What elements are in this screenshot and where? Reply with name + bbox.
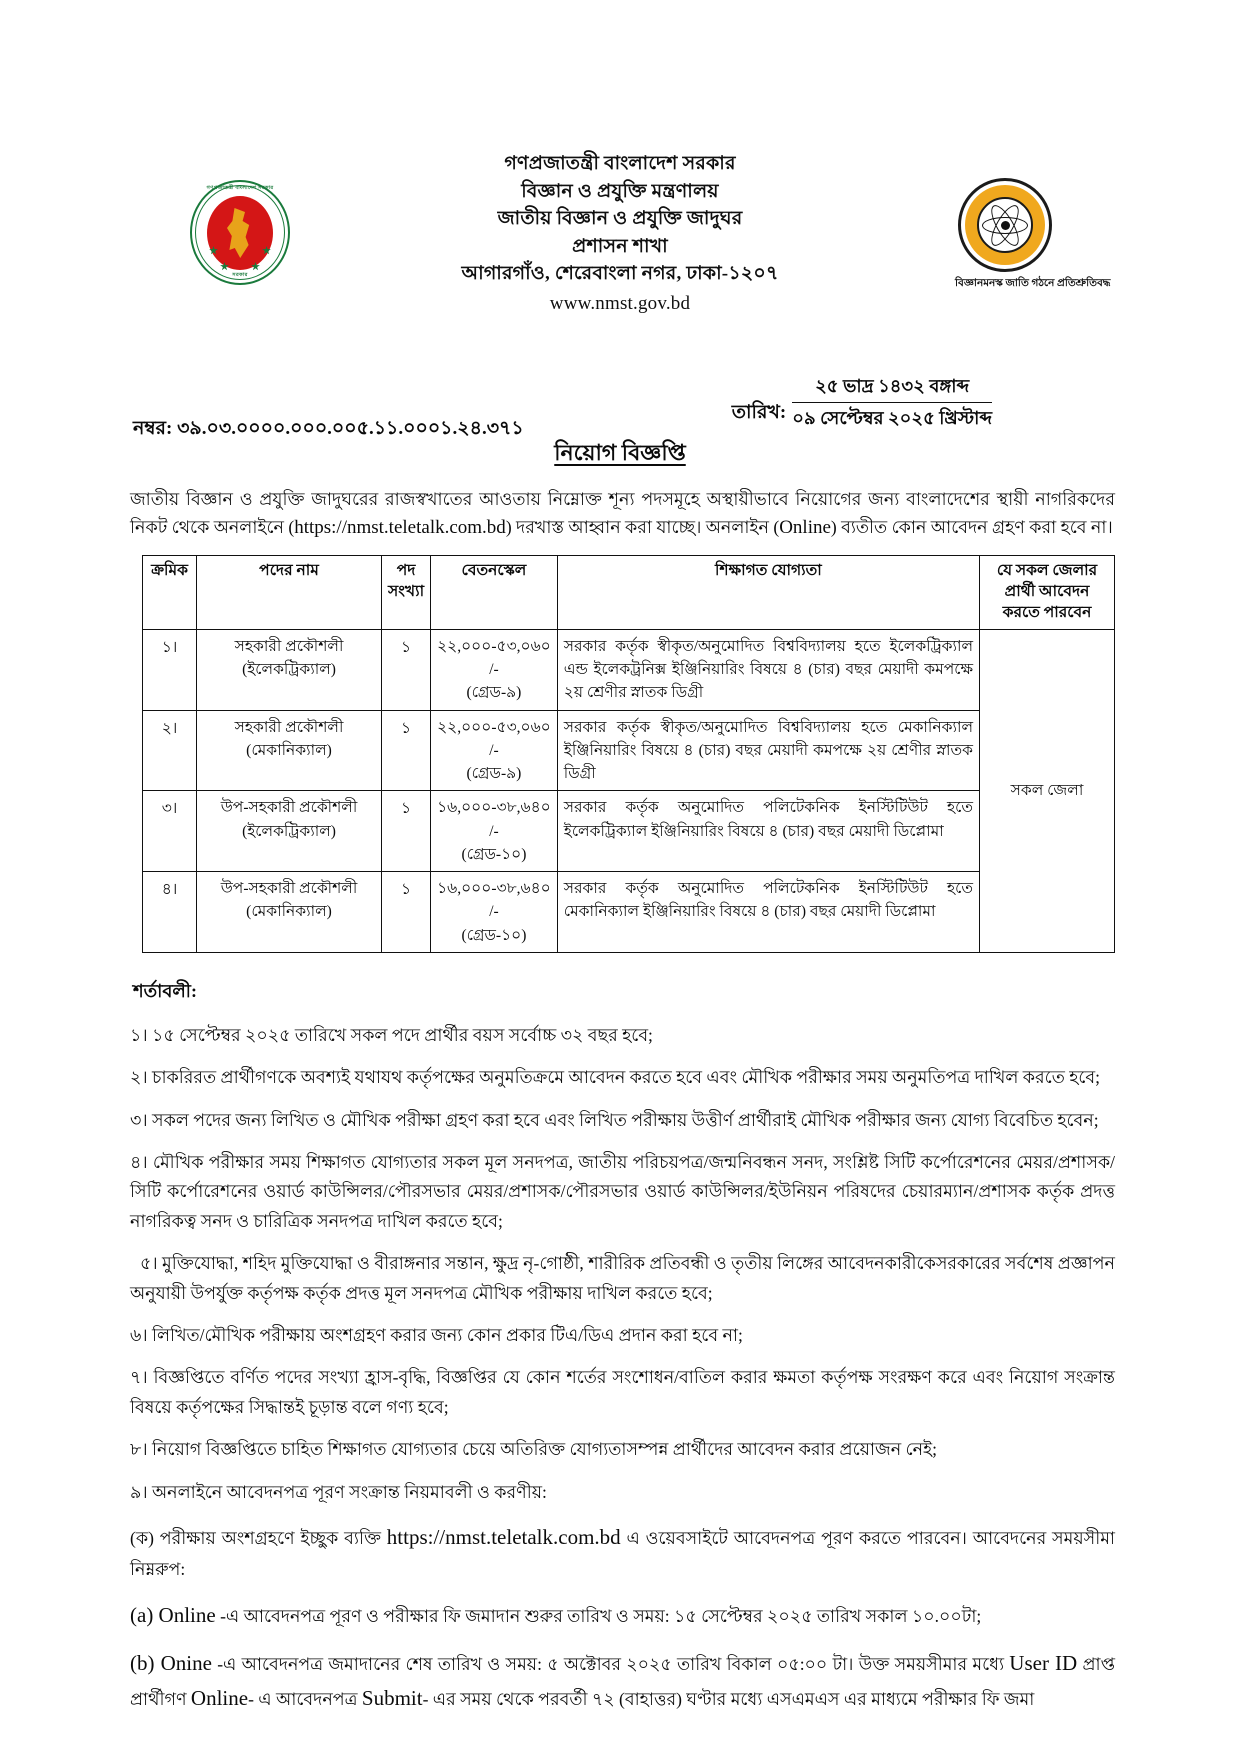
conditions-list <box>130 1021 1115 1717</box>
cell-post-name <box>197 710 382 791</box>
pay-scale-suffix: /- <box>489 903 499 921</box>
post-name-sub: (মেকানিক্যাল) <box>246 903 332 921</box>
museum-logo-icon <box>955 178 1111 296</box>
online-end-label: (b) Onine <box>130 1650 212 1675</box>
table-header-row <box>143 556 1115 630</box>
post-name-sub: (ইলেকট্রিক্যাল) <box>242 822 336 840</box>
cell-post-name <box>197 629 382 710</box>
column-header-post-name: পদের নাম <box>197 556 382 630</box>
document-header <box>0 150 1240 340</box>
header-website-url[interactable]: www.nmst.gov.bd <box>549 292 691 314</box>
online-end-text-3: - এ আবেদনপত্র <box>248 1689 362 1710</box>
pay-scale-suffix: /- <box>489 661 499 679</box>
cell-districts: সকল জেলা <box>980 629 1115 952</box>
header-line-branch: প্রশাসন শাখা <box>572 235 668 257</box>
cell-post-count: ১ <box>382 710 431 791</box>
sub-condition-b <box>130 1646 1115 1717</box>
memo-number-label: নম্বর: <box>133 418 173 439</box>
header-line-ministry: বিজ্ঞান ও প্রযুক্তি মন্ত্রণালয় <box>521 180 719 202</box>
online-end-text-1: -এ আবেদনপত্র জমাদানের শেষ তারিখ ও সময়: ৫ অক্টোবর ২০২৫ তারিখ বিকাল ০৫:০০ টা। উক্ত সময়সীমার মধ্যে <box>211 1653 1010 1674</box>
memo-number-value: ৩৯.০৩.০০০০.০০০.০০৫.১১.০০০১.২৪.৩৭১ <box>177 418 524 439</box>
date-gregorian: ০৯ সেপ্টেম্বর ২০২৫ খ্রিস্টাব্দ <box>792 408 992 428</box>
post-name-main: উপ-সহকারী প্রকৌশলী <box>220 880 358 898</box>
intro-part-3: ) ব্যতীত কোন আবেদন গ্রহণ করা হবে না। <box>830 517 1113 538</box>
condition-item-3: ৩। সকল পদের জন্য লিখিত ও মৌখিক পরীক্ষা গ্রহণ করা হবে এবং লিখিত পরীক্ষায় উত্তীর্ণ প্রার্থীরাই মৌখিক পরীক্ষার জন্য যোগ্য বিবেচিত হবেন; <box>130 1109 1099 1130</box>
column-header-post-count: পদ সংখ্যা <box>382 556 431 630</box>
submit-keyword: Submit <box>361 1686 423 1711</box>
cell-education: সরকার কর্তৃক স্বীকৃত/অনুমোদিত বিশ্ববিদ্যালয় হতে মেকানিক্যাল ইঞ্জিনিয়ারিং বিষয়ে ৪ (চার) বছর মেয়াদী কমপক্ষে ২য় শ্রেণীর স্নাতক ডিগ্রী <box>557 710 979 791</box>
column-header-serial: ক্রমিক <box>143 556 197 630</box>
sub-condition-a <box>130 1598 1115 1633</box>
pay-grade: (গ্রেড-১০) <box>461 845 527 863</box>
cell-post-name <box>197 872 382 953</box>
condition-item-7: ৭। বিজ্ঞপ্তিতে বর্ণিত পদের সংখ্যা হ্রাস-বৃদ্ধি, বিজ্ঞপ্তির যে কোন শর্তের সংশোধন/বাতিল করার ক্ষমতা কর্তৃপক্ষ সংরক্ষণ করে এবং নিয়োগ সংক্রান্ত বিষয়ে কর্তৃপক্ষের সিদ্ধান্তই চূড়ান্ত বলে গণ্য হবে; <box>130 1367 1115 1417</box>
pay-scale-range: ২২,০০০-৫৩,০৬০ <box>437 718 551 736</box>
online-end-text-2: প্রাপ্ত প্রার্থীগণ <box>130 1653 1115 1710</box>
cell-post-count: ১ <box>382 629 431 710</box>
cell-pay-scale <box>431 629 558 710</box>
page-title: নিয়োগ বিজ্ঞপ্তি <box>554 440 686 465</box>
post-name-sub: (মেকানিক্যাল) <box>246 741 332 759</box>
column-header-districts: যে সকল জেলার প্রার্থী আবেদন করতে পারবেন <box>980 556 1115 630</box>
online-start-text: -এ আবেদনপত্র পূরণ ও পরীক্ষার ফি জমাদান শুরুর তারিখ ও সময়: ১৫ সেপ্টেম্বর ২০২৫ তারিখ সকাল ১০.০০টা; <box>215 1605 982 1626</box>
cell-post-name <box>197 791 382 872</box>
memo-and-date-row <box>0 378 1240 448</box>
intro-paragraph <box>130 485 1115 544</box>
post-name-main: সহকারী প্রকৌশলী <box>234 637 344 655</box>
sub-ka-suffix: এ ওয়েবসাইটে আবেদনপত্র পূরণ করতে পারবেন। আবেদনের সময়সীমা নিম্নরুপ: <box>130 1527 1115 1580</box>
header-line-address: আগারগাঁও, শেরেবাংলা নগর, ঢাকা-১২০৭ <box>461 263 779 285</box>
cell-serial: ১। <box>143 629 197 710</box>
vacancy-table <box>142 555 1115 953</box>
cell-post-count: ১ <box>382 872 431 953</box>
intro-part-1: জাতীয় বিজ্ঞান ও প্রযুক্তি জাদুঘরের রাজস্বখাতের আওতায় নিম্নোক্ত শূন্য পদসমূহে অস্থায়ীভাবে নিয়োগের জন্য বাংলাদেশের স্থায়ী নাগরিকদের নিকট থেকে অনলাইনে ( <box>130 489 1115 538</box>
post-name-main: সহকারী প্রকৌশলী <box>234 718 344 736</box>
application-portal-url-2[interactable]: https://nmst.teletalk.com.bd <box>386 1524 621 1549</box>
condition-item-6: ৬। লিখিত/মৌখিক পরীক্ষায় অংশগ্রহণ করার জন্য কোন প্রকার টিএ/ডিএ প্রদান করা হবে না; <box>130 1325 743 1345</box>
intro-part-2: ) দরখাস্ত আহ্বান করা যাচ্ছে। অনলাইন ( <box>505 517 780 538</box>
conditions-heading: শর্তাবলী: <box>133 980 197 1001</box>
cell-pay-scale <box>431 710 558 791</box>
header-line-organization: জাতীয় বিজ্ঞান ও প্রযুক্তি জাদুঘর <box>497 208 743 230</box>
date-bangla: ২৫ ভাদ্র ১৪৩২ বঙ্গাব্দ <box>815 376 970 396</box>
condition-item-4: ৪। মৌখিক পরীক্ষার সময় শিক্ষাগত যোগ্যতার সকল মূল সনদপত্র, জাতীয় পরিচয়পত্র/জন্মনিবন্ধন সনদ, সংশ্লিষ্ট সিটি কর্পোরেশনের মেয়র/প্রশাসক/সিটি কর্পোরেশনের ওয়ার্ড কাউন্সিলর/পৌরসভার মেয়র/প্রশাসক/পৌরসভার ওয়ার্ড কাউন্সিলর/ইউনিয়ন পরিষদের চেয়ারম্যান/প্রশাসক কর্তৃক প্রদত্ত নাগরিকত্ব সনদ ও চারিত্রিক সনদপত্র দাখিল করতে হবে; <box>130 1152 1115 1231</box>
pay-scale-suffix: /- <box>489 822 499 840</box>
condition-item-5: ৫। মুক্তিযোদ্ধা, শহিদ মুক্তিযোদ্ধা ও বীরাঙ্গনার সন্তান, ক্ষুদ্র নৃ-গোষ্ঠী, শারীরিক প্রতিবন্ধী ও তৃতীয় লিঙ্গের আবেদনকারীকেসরকারের সর্বশেষ প্রজ্ঞাপন অনুযায়ী উপর্যুক্ত কর্তৃপক্ষ কর্তৃক প্রদত্ত মূল সনদপত্র মৌখিক পরীক্ষায় দাখিল করতে হবে; <box>130 1253 1115 1303</box>
online-start-label: (a) Online <box>130 1602 216 1627</box>
header-line-government: গণপ্রজাতন্ত্রী বাংলাদেশ সরকার <box>504 153 736 174</box>
sub-condition-ka <box>130 1520 1115 1585</box>
pay-grade: (গ্রেড-৯) <box>466 765 522 783</box>
column-header-education: শিক্ষাগত যোগ্যতা <box>557 556 979 630</box>
column-header-pay-scale: বেতনস্কেল <box>431 556 558 630</box>
museum-logo-caption: বিজ্ঞানমনস্ক জাতি গঠনে প্রতিশ্রুতিবদ্ধ <box>955 278 1111 289</box>
cell-serial: ৪। <box>143 872 197 953</box>
online-end-text-4: - এর সময় থেকে পরবর্তী ৭২ (বাহাত্তর) ঘণ্টার মধ্যে এসএমএস এর মাধ্যমে পরীক্ষার ফি জমা <box>422 1689 1035 1710</box>
online-keyword-2: Online <box>190 1686 249 1711</box>
user-id-keyword: User ID <box>1009 1650 1078 1675</box>
sub-ka-prefix: (ক) পরীক্ষায় অংশগ্রহণে ইচ্ছুক ব্যক্তি <box>130 1527 387 1548</box>
online-keyword: Online <box>779 517 831 539</box>
memo-number <box>133 414 524 446</box>
table-row <box>143 791 1115 872</box>
cell-pay-scale <box>431 872 558 953</box>
cell-education: সরকার কর্তৃক অনুমোদিত পলিটেকনিক ইনস্টিটিউট হতে ইলেকট্রিক্যাল ইঞ্জিনিয়ারিং বিষয়ে ৪ (চার) বছর মেয়াদী ডিপ্লোমা <box>557 791 979 872</box>
post-name-main: উপ-সহকারী প্রকৌশলী <box>220 799 358 817</box>
emblem-top-text: গণপ্রজাতন্ত্রী বাংলাদেশ সরকার <box>206 185 274 191</box>
pay-scale-range: ২২,০০০-৫৩,০৬০ <box>437 637 551 655</box>
pay-scale-range: ১৬,০০০-৩৮,৬৪০ <box>437 880 551 898</box>
cell-education: সরকার কর্তৃক স্বীকৃত/অনুমোদিত বিশ্ববিদ্যালয় হতে ইলেকট্রিক্যাল এন্ড ইলেকট্রনিক্স ইঞ্জিনিয়ারিং বিষয়ে ৪ (চার) বছর মেয়াদী কমপক্ষে ২য় শ্রেণীর স্নাতক ডিগ্রী <box>557 629 979 710</box>
condition-item-2: ২। চাকরিরত প্রার্থীগণকে অবশ্যই যথাযথ কর্তৃপক্ষের অনুমতিক্রমে আবেদন করতে হবে এবং মৌখিক পরীক্ষার সময় অনুমতিপত্র দাখিল করতে হবে; <box>130 1067 1101 1088</box>
condition-item-1: ১। ১৫ সেপ্টেম্বর ২০২৫ তারিখে সকল পদে প্রার্থীর বয়স সর্বোচ্চ ৩২ বছর হবে; <box>130 1024 653 1045</box>
table-row <box>143 710 1115 791</box>
application-portal-url[interactable]: https://nmst.teletalk.com.bd <box>294 517 506 539</box>
pay-grade: (গ্রেড-১০) <box>461 926 527 944</box>
cell-education: সরকার কর্তৃক অনুমোদিত পলিটেকনিক ইনস্টিটিউট হতে মেকানিক্যাল ইঞ্জিনিয়ারিং বিষয়ে ৪ (চার) বছর মেয়াদী ডিপ্লোমা <box>557 872 979 953</box>
pay-scale-range: ১৬,০০০-৩৮,৬৪০ <box>437 799 551 817</box>
condition-item-9: ৯। অনলাইনে আবেদনপত্র পূরণ সংক্রান্ত নিয়মাবলী ও করণীয়: <box>130 1481 547 1502</box>
date-label: তারিখ: <box>731 401 787 423</box>
pay-scale-suffix: /- <box>489 741 499 759</box>
emblem-bottom-text: সরকার <box>232 272 248 278</box>
date-divider <box>792 402 992 403</box>
table-row <box>143 629 1115 710</box>
cell-serial: ৩। <box>143 791 197 872</box>
table-row <box>143 872 1115 953</box>
date-block <box>732 373 992 432</box>
post-name-sub: (ইলেকট্রিক্যাল) <box>242 661 336 679</box>
pay-grade: (গ্রেড-৯) <box>466 684 522 702</box>
cell-post-count: ১ <box>382 791 431 872</box>
condition-item-8: ৮। নিয়োগ বিজ্ঞপ্তিতে চাহিত শিক্ষাগত যোগ্যতার চেয়ে অতিরিক্ত যোগ্যতাসম্পন্ন প্রার্থীদের আবেদন করার প্রয়োজন নেই; <box>130 1439 938 1460</box>
cell-serial: ২। <box>143 710 197 791</box>
cell-pay-scale <box>431 791 558 872</box>
